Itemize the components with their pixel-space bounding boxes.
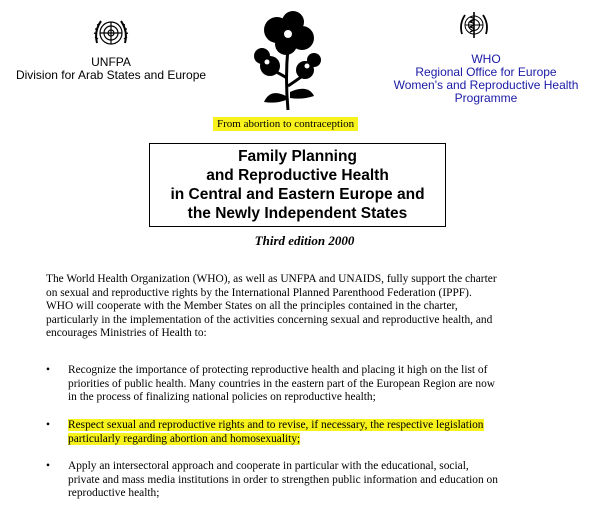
unfpa-division: Division for Arab States and Europe: [15, 68, 207, 82]
intro-line: encourages Ministries of Health to:: [46, 327, 207, 340]
highlighted-line: Respect sexual and reproductive rights and to revise, if necessary, the respective legislation: [68, 419, 484, 431]
intro-line: The World Health Organization (WHO), as well as UNFPA and UNAIDS, fully support the charter: [46, 273, 497, 285]
intro-line: on sexual and reproductive rights by the International Planned Parenthood Federation (IPPF).: [46, 286, 472, 299]
who-programme: Women's and Reproductive Health Programme: [393, 78, 579, 105]
intro-line: particularly in the implementation of the activities concerning sexual and reproductive health, and: [46, 313, 493, 326]
title-line: and Reproductive Health: [206, 167, 389, 184]
bullet-line: reproductive health;: [68, 487, 160, 500]
title-line: the Newly Independent States: [187, 205, 408, 222]
bullet-line: private and mass media institutions in order to strengthen public information and education on: [68, 473, 498, 486]
un-emblem-icon: [91, 13, 131, 53]
title-line: Family Planning: [238, 148, 357, 165]
who-header: [380, 53, 592, 105]
title-line: in Central and Eastern Europe and: [170, 186, 425, 203]
who-name: WHO: [471, 52, 501, 66]
bullet-item-highlighted: [68, 419, 576, 446]
bullet-line: in the process of finalizing national policies on reproductive health;: [68, 391, 376, 404]
tagline-highlight: From abortion to contraception: [213, 117, 358, 131]
bullet-marker: •: [46, 460, 50, 472]
unfpa-header: [0, 56, 222, 82]
who-office: Regional Office for Europe: [415, 65, 557, 79]
who-emblem-icon: [457, 9, 491, 43]
edition-label: Third edition 2000: [254, 233, 355, 248]
flower-logo-icon: [250, 8, 326, 112]
document-title-box: [149, 143, 446, 227]
intro-line: WHO will cooperate with the Member States on all the principles contained in the charter,: [46, 300, 458, 313]
bullet-line: priorities of public health. Many countries in the eastern part of the European Region are now: [68, 377, 496, 390]
bullet-line: Apply an intersectoral approach and cooperate in particular with the educational, social,: [68, 460, 469, 472]
bullet-line: Recognize the importance of protecting reproductive health and placing it high on the list of: [68, 364, 488, 376]
bullet-marker: •: [46, 419, 50, 431]
bullet-marker: •: [46, 364, 50, 376]
intro-paragraph: [46, 273, 578, 341]
unfpa-name: UNFPA: [91, 55, 131, 69]
bullet-item: [68, 460, 576, 501]
highlighted-line: particularly regarding abortion and homosexuality;: [68, 432, 301, 445]
bullet-item: [68, 364, 576, 405]
